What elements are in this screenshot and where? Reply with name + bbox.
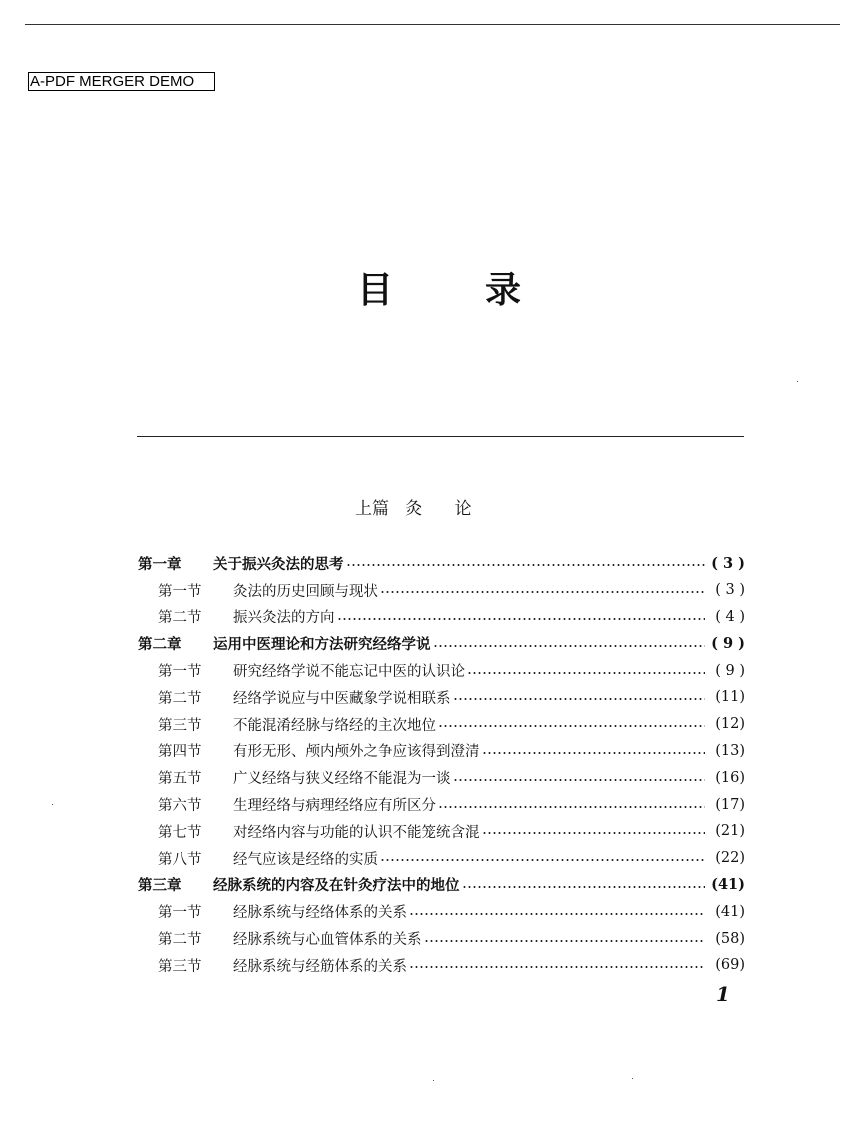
entry-title: 经脉系统与经筋体系的关系 xyxy=(233,958,407,975)
part-heading: 上篇 灸 论 xyxy=(355,499,472,519)
entry-page: (21) xyxy=(715,823,745,840)
entry-label: 第二节 xyxy=(158,932,202,949)
entry-label: 第三节 xyxy=(158,717,202,734)
entry-page: (69) xyxy=(715,957,745,974)
entry-page: ( 9 ) xyxy=(715,662,745,679)
entry-label: 第二节 xyxy=(158,610,202,627)
dot-leader xyxy=(462,872,706,898)
dot-leader xyxy=(467,658,705,684)
toc-section-entry xyxy=(138,577,745,604)
watermark-label: A-PDF MERGER DEMO xyxy=(28,72,215,91)
entry-page: ( 3 ) xyxy=(715,582,745,599)
page-number: 1 xyxy=(716,982,730,1006)
dot-leader xyxy=(438,711,705,737)
toc-section-entry xyxy=(138,684,745,711)
entry-label: 第一节 xyxy=(158,583,202,600)
toc-section-entry xyxy=(138,604,745,631)
dot-leader xyxy=(346,550,706,576)
dot-leader xyxy=(409,952,705,978)
entry-page: (16) xyxy=(715,769,745,786)
entry-page: ( 3 ) xyxy=(711,554,745,572)
divider-rule xyxy=(137,436,744,437)
entry-page: (12) xyxy=(715,716,745,733)
title-char-1: 目 xyxy=(357,269,394,311)
header-rule xyxy=(25,24,840,25)
entry-title: 对经络内容与功能的认识不能笼统含混 xyxy=(233,824,480,841)
entry-label: 第三章 xyxy=(138,877,182,895)
entry-label: 第一节 xyxy=(158,905,202,922)
toc-chapter-entry xyxy=(138,872,745,899)
scan-speck xyxy=(433,1080,434,1081)
toc-section-entry xyxy=(138,845,745,872)
dot-leader xyxy=(433,631,706,657)
entry-label: 第一节 xyxy=(158,664,202,681)
toc-section-entry xyxy=(138,791,745,818)
entry-page: ( 9 ) xyxy=(711,635,745,653)
toc-chapter-entry xyxy=(138,550,745,577)
toc-section-entry xyxy=(138,952,745,979)
entry-label: 第八节 xyxy=(158,851,202,868)
entry-title: 经脉系统的内容及在针灸疗法中的地位 xyxy=(213,877,460,895)
entry-title: 关于振兴灸法的思考 xyxy=(213,555,344,573)
entry-title: 不能混淆经脉与络经的主次地位 xyxy=(233,717,436,734)
entry-label: 第二节 xyxy=(158,690,202,707)
dot-leader xyxy=(337,604,706,630)
dot-leader xyxy=(453,684,706,710)
toc-chapter-entry xyxy=(138,630,745,657)
entry-title: 经络学说应与中医藏象学说相联系 xyxy=(233,690,451,707)
entry-page: (58) xyxy=(715,930,745,947)
entry-title: 经脉系统与经络体系的关系 xyxy=(233,905,407,922)
entry-title: 振兴灸法的方向 xyxy=(233,610,335,627)
dot-leader xyxy=(438,792,705,818)
entry-page: (13) xyxy=(715,742,745,759)
entry-page: (11) xyxy=(715,689,745,706)
title-char-2: 录 xyxy=(485,269,522,311)
entry-page: (17) xyxy=(715,796,745,813)
toc-section-entry xyxy=(138,711,745,738)
dot-leader xyxy=(380,845,705,871)
entry-label: 第六节 xyxy=(158,798,202,815)
entry-title: 生理经络与病理经络应有所区分 xyxy=(233,798,436,815)
entry-label: 第三节 xyxy=(158,958,202,975)
dot-leader xyxy=(409,899,705,925)
table-of-contents xyxy=(138,550,745,979)
dot-leader xyxy=(482,818,706,844)
entry-title: 灸法的历史回顾与现状 xyxy=(233,583,378,600)
entry-page: (22) xyxy=(715,850,745,867)
entry-title: 研究经络学说不能忘记中医的认识论 xyxy=(233,664,465,681)
toc-section-entry xyxy=(138,738,745,765)
scan-speck xyxy=(632,1078,633,1079)
entry-label: 第一章 xyxy=(138,555,182,573)
dot-leader xyxy=(380,577,705,603)
entry-label: 第二章 xyxy=(138,636,182,654)
toc-section-entry xyxy=(138,818,745,845)
entry-label: 第四节 xyxy=(158,744,202,761)
toc-section-entry xyxy=(138,764,745,791)
entry-title: 经脉系统与心血管体系的关系 xyxy=(233,932,422,949)
entry-title: 经气应该是经络的实质 xyxy=(233,851,378,868)
entry-title: 广义经络与狭义经络不能混为一谈 xyxy=(233,771,451,788)
toc-section-entry xyxy=(138,657,745,684)
scan-speck xyxy=(52,804,53,805)
entry-title: 有形无形、颅内颅外之争应该得到澄清 xyxy=(233,744,480,761)
dot-leader xyxy=(482,738,706,764)
dot-leader xyxy=(453,765,706,791)
entry-page: (41) xyxy=(711,876,745,894)
scan-speck xyxy=(797,381,798,382)
entry-title: 运用中医理论和方法研究经络学说 xyxy=(213,636,431,654)
entry-label: 第五节 xyxy=(158,771,202,788)
entry-page: ( 4 ) xyxy=(715,608,745,625)
dot-leader xyxy=(424,926,706,952)
toc-section-entry xyxy=(138,898,745,925)
toc-section-entry xyxy=(138,925,745,952)
entry-page: (41) xyxy=(715,903,745,920)
entry-label: 第七节 xyxy=(158,824,202,841)
